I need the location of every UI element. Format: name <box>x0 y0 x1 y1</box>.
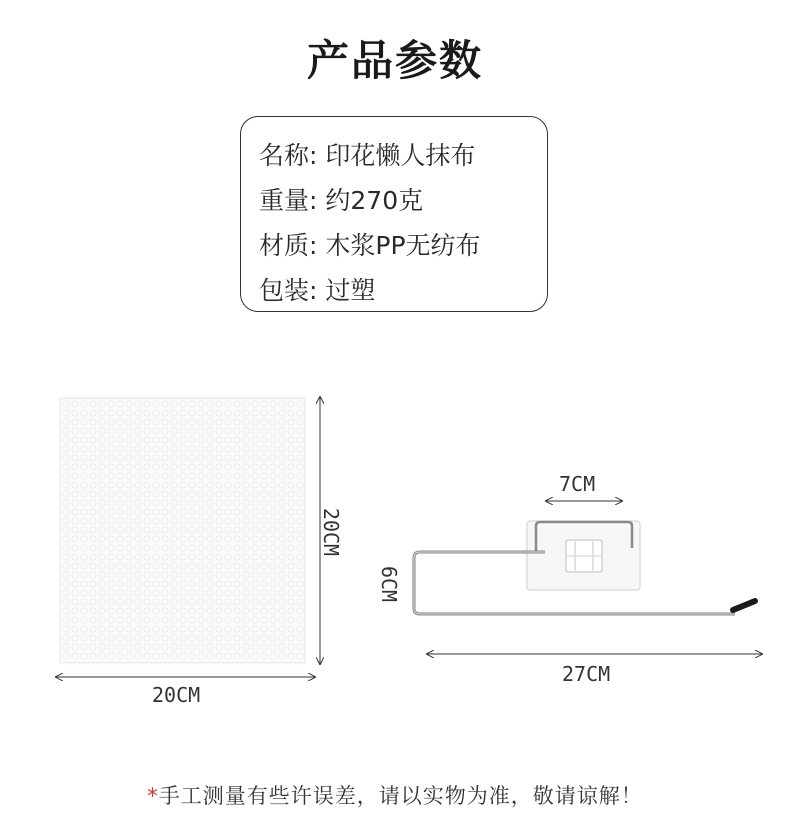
holder-length-label: 27CM <box>562 662 611 686</box>
bracket-width-label: 7CM <box>559 472 596 496</box>
holder-height-label: 6CM <box>377 565 402 603</box>
disclaimer-note <box>0 780 790 810</box>
cloth-height-label: 20CM <box>319 507 344 557</box>
spec-label: 名称: <box>259 141 318 170</box>
spec-value: 约270克 <box>325 186 424 215</box>
spec-label: 材质: <box>259 231 318 260</box>
spec-value: 木浆PP无纺布 <box>325 231 481 260</box>
cloth-width-label: 20CM <box>152 683 201 707</box>
spec-value: 印花懒人抹布 <box>325 141 476 170</box>
spec-label: 重量: <box>259 186 318 215</box>
spec-value: 过塑 <box>325 276 376 305</box>
note-text: 手工测量有些许误差，请以实物为准，敬请谅解！ <box>158 784 643 808</box>
page-title: 产品参数 <box>306 36 483 85</box>
rod-tip <box>733 601 755 610</box>
spec-label: 包装: <box>259 276 318 305</box>
note-star: * <box>147 784 159 808</box>
